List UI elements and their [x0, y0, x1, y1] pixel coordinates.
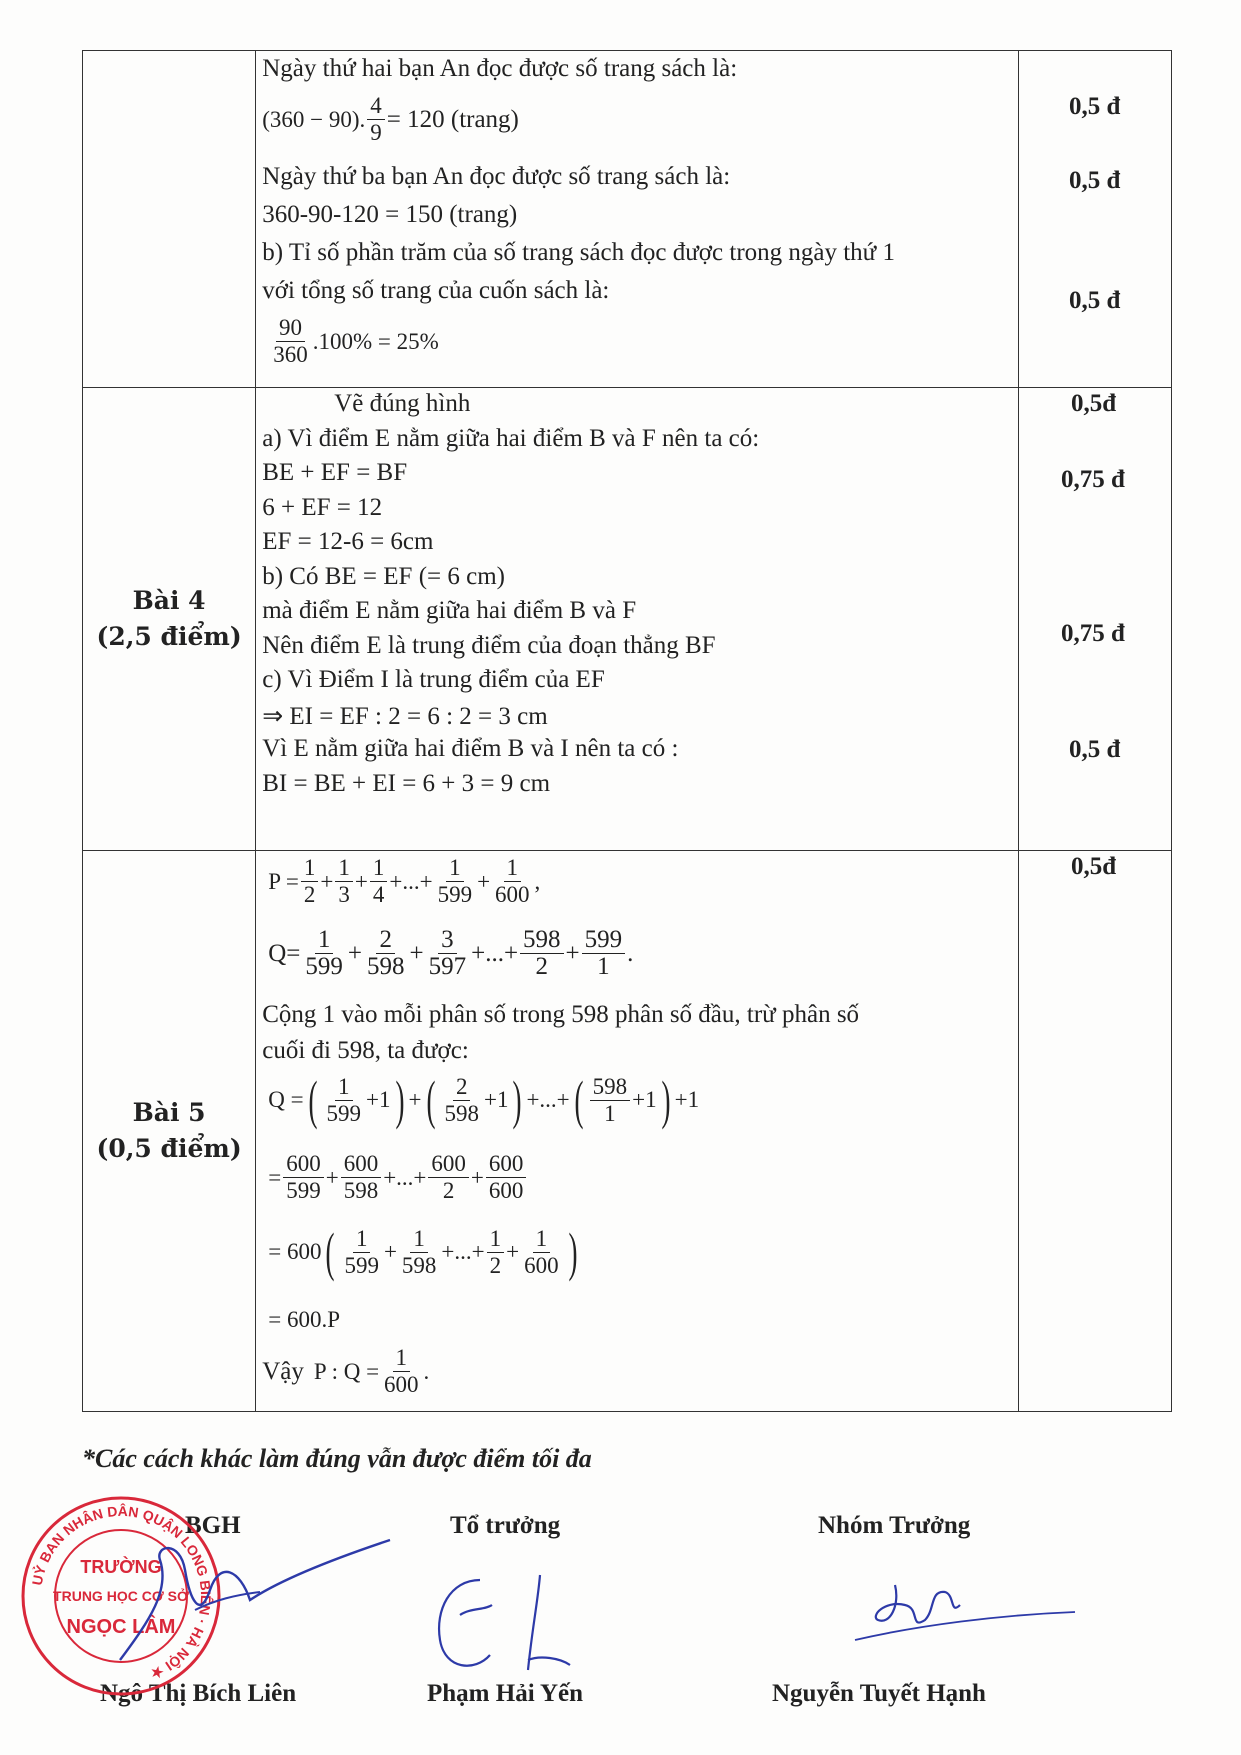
numerator: 2 [376, 927, 395, 954]
fraction [487, 1226, 505, 1279]
numerator: 1 [335, 1074, 353, 1101]
numerator: 1 [335, 855, 353, 882]
points-value: 0,75 đ [1061, 466, 1125, 493]
solution-line: cuối đi 598, ta được: [262, 1037, 469, 1064]
formula-q-definition [268, 927, 633, 980]
fraction [520, 927, 564, 980]
fraction [399, 1226, 440, 1279]
denominator: 599 [344, 1252, 379, 1278]
solution-cell [256, 51, 1019, 388]
formula-part: P : Q = [313, 1358, 380, 1384]
formula-part: . [627, 939, 634, 967]
formula-part: (360 − 90). [262, 106, 366, 132]
denominator: 600 [495, 882, 530, 907]
formula-part: +...+ [526, 1087, 570, 1112]
fraction [301, 855, 319, 908]
formula-part: +1 [483, 1087, 509, 1112]
denominator: 2 [489, 1252, 502, 1278]
numerator: 600 [428, 1151, 469, 1178]
signature-name-nhom-truong: Nguyễn Tuyết Hạnh [772, 1680, 986, 1707]
signature-name-bgh: Ngô Thị Bích Liên [100, 1680, 297, 1707]
numerator: 598 [520, 927, 564, 954]
solution-line: Vẽ đúng hình [334, 390, 471, 417]
numerator: 1 [353, 1226, 371, 1253]
formula-part: + [354, 868, 368, 894]
solution-lines [256, 388, 1018, 850]
formula-p-definition [268, 855, 540, 908]
formula-part: +...+ [441, 1239, 485, 1264]
solution-line: BI = BE + EI = 6 + 3 = 9 cm [262, 769, 551, 797]
formula-part: + [506, 1239, 520, 1264]
fraction [364, 927, 408, 980]
formula-part: = [268, 1164, 282, 1190]
formula-part: P = [268, 868, 299, 894]
signature-nhom-truong-image [850, 1570, 1080, 1650]
numerator: 3 [438, 927, 457, 954]
solution-line: Ngày thứ hai bạn An đọc được số trang sách là: [262, 55, 738, 82]
solution-line: ⇒ EI = EF : 2 = 6 : 2 = 3 cm [262, 702, 548, 730]
denominator: 2 [303, 882, 316, 907]
parenthesis: ( [325, 1222, 335, 1282]
denominator: 598 [366, 953, 405, 980]
row-label-cell [83, 388, 256, 851]
fraction [582, 927, 626, 980]
conclusion-formula [262, 1345, 429, 1398]
denominator: 3 [338, 882, 350, 907]
row-label-cell [83, 51, 256, 388]
formula-part: , [534, 868, 541, 894]
formula-part: + [320, 868, 334, 894]
numerator: 598 [590, 1074, 631, 1101]
solution-line: b) Tỉ số phần trăm của số trang sách đọc được trong ngày thứ 1 [262, 239, 895, 266]
denominator: 598 [444, 1100, 479, 1126]
fraction [341, 1226, 382, 1279]
denominator: 599 [305, 953, 343, 980]
points-value: 0,5 đ [1069, 287, 1121, 314]
solution-line: Nên điểm E là trung điểm của đoạn thẳng BF [262, 631, 716, 659]
formula-part: + [470, 1164, 484, 1190]
fraction [270, 315, 311, 368]
denominator: 9 [370, 120, 382, 145]
signature-role-bgh: BGH [185, 1512, 241, 1539]
grading-table [82, 50, 1172, 1412]
formula-part: +...+ [389, 868, 433, 894]
denominator: 598 [401, 1252, 437, 1278]
points-value: 0,75 đ [1061, 620, 1125, 647]
solution-line: với tổng số trang của cuốn sách là: [262, 277, 610, 304]
formula-part: . [423, 1358, 430, 1384]
formula-part: Q = [268, 1087, 304, 1112]
table-row [83, 851, 1172, 1412]
conclusion-word: Vậy [262, 1357, 304, 1385]
points-value: 0,5đ [1071, 853, 1117, 880]
formula-part: +1 [366, 1087, 391, 1112]
fraction [426, 927, 470, 980]
denominator: 599 [326, 1100, 362, 1126]
points-value: 0,5 đ [1069, 93, 1121, 120]
solution-line: EF = 12-6 = 6cm [262, 528, 434, 555]
parenthesis: ) [512, 1070, 522, 1130]
fraction [441, 1074, 482, 1127]
denominator: 600 [384, 1372, 419, 1397]
svg-text:TRUNG HỌC CƠ SỞ: TRUNG HỌC CƠ SỞ [53, 1588, 189, 1604]
fraction [370, 855, 388, 908]
fraction [302, 927, 346, 980]
formula-q-step1 [268, 1070, 700, 1130]
points-cell [1019, 851, 1172, 1412]
numerator: 4 [367, 93, 385, 120]
solution-line: BE + EF = BF [262, 459, 408, 486]
numerator: 90 [276, 315, 305, 342]
fraction [335, 855, 353, 908]
points-value: 0,5đ [1071, 390, 1117, 417]
solution-cell [256, 851, 1019, 1412]
parenthesis: ) [661, 1070, 671, 1130]
numerator: 1 [315, 927, 334, 954]
signature-to-truong-image [420, 1560, 620, 1680]
numerator: 1 [504, 855, 522, 882]
numerator: 599 [582, 927, 626, 954]
solution-line: 360-90-120 = 150 (trang) [262, 201, 518, 228]
denominator: 2 [442, 1178, 455, 1203]
parenthesis: ) [568, 1222, 578, 1282]
exercise-points: (2,5 điểm) [96, 622, 242, 651]
solution-line: Ngày thứ ba bạn An đọc được số trang sách là: [262, 163, 731, 190]
solution-line: b) Có BE = EF (= 6 cm) [262, 562, 505, 590]
formula-part: Q= [268, 939, 301, 967]
table-row [83, 51, 1172, 388]
fraction [367, 93, 385, 146]
numerator: 600 [486, 1151, 527, 1178]
svg-text:NGỌC LÂM: NGỌC LÂM [66, 1616, 176, 1638]
formula-part: + [565, 939, 580, 967]
solution-cell [256, 388, 1019, 851]
formula-q-step3 [268, 1222, 581, 1282]
denominator: 599 [437, 882, 473, 907]
solution-line: Vì E nằm giữa hai điểm B và I nên ta có : [262, 735, 679, 762]
formula-part: +...+ [471, 939, 519, 967]
formula-part: +...+ [383, 1164, 427, 1190]
row-label [83, 851, 255, 1411]
fraction [486, 1151, 527, 1204]
numerator: 1 [533, 1226, 551, 1253]
fraction [492, 855, 533, 908]
points-value: 0,5 đ [1069, 736, 1121, 763]
grading-note: *Các cách khác làm đúng vẫn được điểm tối đa [82, 1444, 592, 1473]
numerator: 1 [487, 1226, 505, 1253]
denominator: 599 [286, 1178, 321, 1203]
denominator: 4 [372, 882, 385, 907]
denominator: 1 [604, 1100, 616, 1126]
parenthesis: ( [574, 1070, 584, 1130]
formula-part: + [383, 1239, 397, 1264]
formula-q-step4: = 600.P [268, 1307, 340, 1332]
denominator: 360 [273, 342, 308, 367]
denominator: 598 [343, 1178, 379, 1203]
exercise-title: Bài 4 [132, 586, 206, 615]
numerator: 600 [341, 1151, 382, 1178]
exercise-points: (0,5 điểm) [96, 1134, 242, 1163]
parenthesis: ( [308, 1070, 318, 1130]
svg-text:TRƯỜNG: TRƯỜNG [80, 1557, 162, 1577]
fraction [324, 1074, 365, 1127]
solution-line: mà điểm E nằm giữa hai điểm B và F [262, 597, 637, 624]
denominator: 2 [535, 953, 549, 980]
parenthesis: ) [395, 1070, 405, 1130]
points-value: 0,5 đ [1069, 167, 1121, 194]
formula-part: .100% = 25% [312, 328, 439, 354]
solution-formula [268, 315, 439, 368]
row-label-cell [83, 851, 256, 1412]
solution-line: Cộng 1 vào mỗi phân số trong 598 phân số đầu, trừ phân số [262, 1001, 860, 1028]
numerator: 1 [301, 855, 319, 882]
solution-line: a) Vì điểm E nằm giữa hai điểm B và F nên ta có: [262, 424, 760, 452]
numerator: 2 [453, 1074, 471, 1101]
denominator: 600 [488, 1178, 524, 1203]
parenthesis: ( [425, 1070, 435, 1130]
fraction [341, 1151, 382, 1204]
denominator: 1 [597, 953, 610, 980]
fraction [521, 1226, 562, 1279]
exercise-title: Bài 5 [132, 1098, 206, 1127]
fraction [283, 1151, 324, 1204]
formula-part: + [325, 1164, 339, 1190]
formula-part: + [347, 939, 362, 967]
formula-part: + [408, 1087, 422, 1112]
solution-line: c) Vì Điểm I là trung điểm của EF [262, 666, 605, 693]
svg-text:UỶ BAN NHÂN DÂN QUẬN LONG BIÊN: UỶ BAN NHÂN DÂN QUẬN LONG BIÊN · HÀ NỘI ★ [28, 1502, 215, 1683]
fraction [381, 1345, 422, 1398]
solution-formula [262, 93, 519, 146]
formula-q-step2 [268, 1151, 528, 1204]
signature-name-to-truong: Phạm Hải Yến [427, 1680, 584, 1707]
formula-part: + [477, 868, 491, 894]
points-cell [1019, 51, 1172, 388]
solution-line: 6 + EF = 12 [262, 493, 383, 521]
formula-part: +1 [632, 1087, 657, 1112]
formula-part: = 600 [268, 1239, 322, 1264]
numerator: 1 [393, 1345, 411, 1372]
numerator: 600 [283, 1151, 324, 1178]
signature-role-to-truong: Tổ trưởng [450, 1512, 561, 1539]
denominator: 597 [428, 953, 467, 980]
fraction [435, 855, 476, 908]
fraction [590, 1074, 631, 1127]
fraction [428, 1151, 469, 1204]
numerator: 1 [446, 855, 464, 882]
row-label [83, 388, 255, 850]
numerator: 1 [410, 1226, 428, 1253]
signature-bgh-image [100, 1500, 400, 1680]
numerator: 1 [370, 855, 388, 882]
formula-part: + [409, 939, 424, 967]
table-row [83, 388, 1172, 851]
points-cell [1019, 388, 1172, 851]
signature-role-nhom-truong: Nhóm Trưởng [818, 1512, 971, 1539]
formula-part: = 120 (trang) [386, 105, 519, 133]
denominator: 600 [524, 1252, 559, 1278]
formula-part: +1 [674, 1087, 700, 1112]
